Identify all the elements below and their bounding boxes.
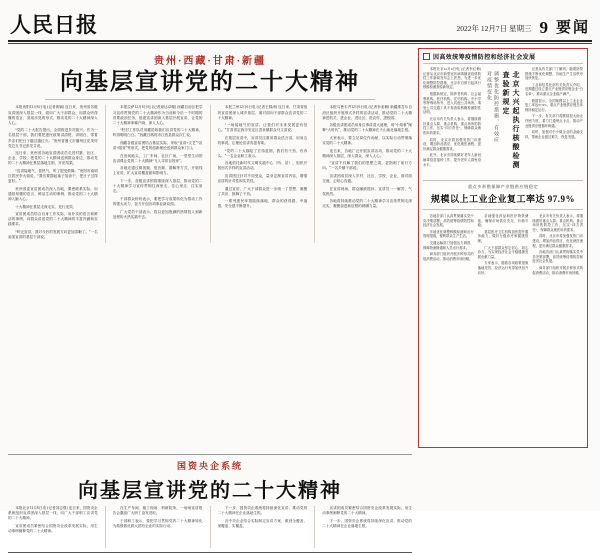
paragraph: 连日来，贵州省各地宣讲团成员走进村寨、社区、企业、学校，把党的二十大精神送到群众身边，推动党的二十大精神在基层落地生根、开花结果。 [8, 151, 98, 166]
newspaper-logo: 人民日报 [10, 13, 98, 37]
package-top-columns [423, 67, 583, 177]
paragraph: 一系列惠民举措陆续落地，群众的获得感、幸福感、安全感不断提升。 [217, 199, 308, 209]
paragraph: 在田间地头、工厂车间、社区广场，一堂堂生动的宣讲课让党的二十大精神“飞入寻常百姓家”。 [112, 153, 203, 163]
paragraph: 宣讲团成员紧密结合国资央企改革发展实际，用生动事例阐释党的二十大精神。 [322, 506, 412, 516]
lead-columns [8, 105, 412, 242]
paragraph: 本报北京12月6日电 (记者李红梅) 记者从北京市新型冠状病毒肺炎疫情防控工作新闻发布会上获悉，为进一步优化调整防控措施，北京市自即日起执行核酸检测查验新规定。 [423, 67, 481, 90]
bottom-article [8, 454, 412, 553]
paragraph: 基层医疗卫生机构加快提升服务能力，做好分级诊疗和健康管理。 [477, 229, 529, 244]
paragraph: 同时，北京市将加强发热门诊建设，增加药品供应，优化就医流程，更好满足群众健康需求。 [423, 137, 481, 151]
paragraph: 各地各部门认真贯彻落实党中央决策部署，高效统筹疫情防控和经济社会发展。 [532, 250, 584, 264]
paragraph: 此外，北京市持续做好老年人新冠病毒疫苗接种工作，提升老年人群免疫水平。 [423, 153, 481, 167]
package-header-text: 因高效统筹疫情防控和经济社会发展 [433, 55, 536, 61]
paragraph: 工业和信息化部有关负责人介绍，近期通过设立重点产业链供应链企业“白名单”，推动重点企业稳产满产。 [525, 82, 583, 97]
column-separator [210, 506, 211, 548]
paragraph: 本报北京12月6日电 (记者刘志强) 连日来，国资央企系统组织宣讲团深入基层一线，向广大干部职工宣讲党的二十大精神。 [8, 506, 98, 521]
paragraph: 西藏各级宣讲团结合基层实际，采取“宣讲+文艺”“宣讲+服务”等形式，把党的创新理论送到群众家门口。 [112, 141, 203, 151]
lead-column-2 [113, 105, 203, 242]
issue-date: 2022年 12月7日 星期三 [456, 24, 532, 33]
paragraph: 本报拉萨12月6日电 (记者琼达卓嘎) 西藏自治区把学习宣传贯彻党的二十大精神作为当前和今后一个时期的首要政治任务，组建宣讲团深入基层开展宣讲，让党的二十大精神家喻户晓、深入人心。 [112, 105, 203, 125]
paragraph: 下一步，有关部门将继续加大助企纾困力度，着力打通堵点卡点，推动产业链供应链循环畅通。 [525, 114, 583, 128]
paragraph: “党的二十大报告提出，全面推进乡村振兴。作为一名基层干部，我们要把惠民政策讲清楚、讲明白，带着乡亲们把日子越过越红火。”贵州省遵义市播州区花茂村党总支书记彭龙芬说。 [8, 128, 98, 148]
column-separator [314, 105, 315, 242]
column-separator [105, 105, 106, 242]
paragraph: 十大精神在基层走深走实、见行见效。 [15, 204, 77, 209]
headline-underline [45, 99, 375, 100]
paragraph: 宣讲团成员紧密结合国资央企改革发展实际，用生动事例阐释党的二十大精神。 [8, 523, 98, 533]
paragraph: 通过宣讲，广大干部群众进一步统一了思想、凝聚了共识、鼓舞了干劲。 [217, 186, 308, 196]
paragraph: 同时，北京市将加强发热门诊建设，增加药品供应，优化就医流程，更好满足群众健康需求。 [532, 234, 584, 248]
section-name: 要闻 [555, 20, 590, 36]
paragraph: 各地各部门认真贯彻落实党中央决策部署，高效统筹疫情防控和经济社会发展。 [423, 214, 474, 228]
paragraph: 记者从有关部门了解到，随着防控措施不断优化调整，各地生产生活秩序加快恢复。 [525, 67, 583, 81]
paragraph: 数据显示，全国规模以上工业企业复工率达97.9%，重点产业链供应链总体保持稳定运行。 [525, 98, 583, 112]
package-banner-headline: 规模以上工业企业复工率达 97.9% [430, 194, 575, 204]
package-banner-subtitle: 重点多举措保障产业链供应链稳定 [467, 184, 539, 189]
bottom-column-3 [218, 506, 308, 548]
package-bottom-columns [423, 214, 583, 277]
bottom-column-2 [113, 506, 203, 548]
package-column-2 [525, 67, 583, 177]
bottom-column-4 [322, 506, 412, 548]
paragraph: 本报贵阳12月6日电 (记者黄娴) 连日来，贵州省各级宣讲团深入基层一线，面向广大干部群众，用群众听得懂的语言、喜闻乐见的形式，推动党的二十大精神深入人心。 [8, 105, 98, 125]
column-separator [314, 506, 315, 548]
paragraph: 交通运输部门加强运力调度，保障物流畅通和人员出行需求。 [423, 241, 474, 250]
square-bullet-icon [423, 53, 430, 60]
paragraph: “驻村工作队员用藏语给我们宣讲党的二十大精神，听得明明白白。”西藏日喀则市江孜县群众次仁说。 [112, 128, 203, 138]
paragraph: 同时，加强对中小微企业的金融支持，帮助企业渡过难关、恢复发展。 [525, 130, 583, 139]
column-separator [210, 105, 211, 242]
page-body [8, 48, 592, 448]
masthead [8, 4, 592, 38]
package-column-3 [423, 214, 474, 277]
paragraph: 北京市有关负责人表示，将继续做好重点人群、重点机构、重点场所的防控工作，压实“四方责任”，保障群众就医用药需求。 [423, 117, 481, 135]
paragraph: 各地还通过微视频、短音频、图解等方式，开展线上宣讲，扩大宣讲覆盖面和影响力。 [112, 166, 203, 176]
right-package [418, 48, 588, 448]
lead-column-3 [218, 105, 308, 242]
paragraph: 本报乌鲁木齐12月6日电 (记者李亚楠) 新疆维吾尔自治区组织开展形式多样的宣讲活动，推动党的二十大精神进机关、进企业、进社区、进农村、进校园。 [322, 105, 412, 120]
paragraph: 商务部门组织开展多种形式的促消费活动，推动消费市场回暖。 [423, 252, 474, 261]
paragraph: 宣讲团成员结合自身工作实际，用朴实的语言和鲜活的事例，向群众讲述党的二十大精神的丰富内涵和实践要求。 [8, 212, 98, 227]
paragraph: 在宣讲现场，群众踊跃提问，宣讲员一一解答，气氛热烈。 [322, 186, 412, 196]
lead-article [8, 48, 412, 448]
package-vertical-title: 北京大兴起执行核酸检测查验新规定 [502, 71, 520, 170]
paragraph: “宣讲不仅解了我们的思想之渴，更指明了前行方向。”一名乡镇干部说。 [322, 161, 412, 171]
paragraph: 各地将持续推动党的二十大精神学习宣传贯彻走深走实，凝聚奋进新征程的磅礴力量。 [322, 199, 412, 209]
paragraph: 各级宣讲团成员用身边事讲清大道理，用“小故事”阐释“大时代”，推动党的二十大精神在天山南北落地生根。 [322, 123, 412, 133]
paragraph: 专家表示，随着各项政策措施落地见效，经济运行有望加快回升向好。 [477, 261, 529, 275]
bottom-columns [8, 506, 412, 548]
paragraph: 干部群众纷纷表示，要把学习成果转化为推动工作的强大动力，奋力开创各项事业新局面。 [112, 196, 203, 206]
paragraph: 本报兰州12月6日电 (记者王锦涛) 连日来，甘肃省组织宣讲团深入城乡基层，面对面向干部群众宣讲党的二十大精神。 [217, 105, 308, 120]
paragraph: 大家表示，要立足岗位作贡献，以实际行动贯彻落实党的二十大精神。 [322, 135, 412, 145]
paragraph: “听完宣讲，我对今后的发展方向更加清晰了。”一名参加宣讲的基层干部说。 [8, 229, 98, 239]
paragraph: “党的二十大描绘了宏伟蓝图，我们有干劲、有奔头。”一名企业职工表示。 [217, 148, 308, 158]
package-column-4 [478, 214, 529, 277]
bottom-kicker: 国资央企系统 [176, 461, 243, 471]
paragraph: 宣讲团还针对不同受众，量身定制宣讲内容，增强宣讲的针对性和实效性。 [217, 173, 308, 184]
bottom-headline: 向基层宣讲党的二十大精神 [78, 480, 342, 502]
paragraph: 宣讲团成员深入乡村、社区、学校、企业，面对面交流，心贴心沟通。 [322, 173, 412, 184]
paragraph: 在基层宣讲中，宣讲员注重用群众语言讲，用身边故事说，让理论宣讲有滋有味。 [217, 135, 308, 145]
paragraph: 各中央企业结合实际制定宣讲方案，做到全覆盖、深覆盖、实覆盖。 [217, 518, 308, 528]
paragraph: 各地依托新时代文明实践中心（所、站），组织开展形式多样的宣讲活动。 [217, 161, 308, 171]
package-vertical-subtitle: 调整优化防控措施，有效应对疫情变化 [486, 71, 498, 143]
paragraph: 多地优化调整核酸检测和出行管理措施，便利群众生产生活。 [423, 229, 474, 239]
page-number: 9 [539, 18, 548, 37]
paragraph: “一场接地气的宣讲，让我们对未来发展更有信心。”甘肃省定西市安定区香泉镇群众马文清说。 [217, 123, 308, 133]
package-column-5 [532, 214, 583, 277]
masthead-right [456, 19, 590, 38]
package-banner [423, 180, 583, 210]
paragraph: 商务部门组织开展多种形式的促消费活动，推动消费市场回暖。 [532, 266, 584, 275]
paragraph: 下一步，各级宣讲团将继续深入基层，推动党的二十大精神学习宣传贯彻往深里走、往心里走、往实里走。 [112, 179, 203, 194]
paragraph: 在生产车间、施工现场、科研院所，一场场宣讲报告会激励广大职工奋发进取。 [112, 506, 203, 516]
paragraph: 北京市有关负责人表示，将继续做好重点人群、重点机构、重点场所的防控工作，压实“四方责任”，保障群众就医用药需求。 [532, 214, 584, 232]
bottom-column-1 [8, 506, 98, 548]
package-header [423, 52, 583, 64]
paragraph: 各地强化药品和医疗物资储备，确保市场供应充足、价格平稳。 [477, 214, 529, 228]
paragraph: 贵州省委宣讲团成员深入各地，紧密联系实际，用通俗易懂的语言、鲜活生动的事例，推动党的二十大精神入脑入心。 [8, 186, 98, 201]
paragraph: 广大干部群众坚定信心、同心协力，为实现经济社会平稳健康发展贡献力量。 [477, 245, 529, 259]
masthead-rule-thin [8, 43, 592, 44]
paragraph: 广大党员干部表示，将以更加饱满的热情投入到新征程的火热实践中去。 [112, 209, 203, 219]
paragraph: 连日来，各地广泛开展宣讲活动，推动党的二十大精神深入基层、深入群众、深入人心。 [322, 148, 412, 158]
column-separator [105, 506, 106, 548]
lead-column-4 [322, 105, 412, 242]
lead-kicker: 贵州·西藏·甘肃·新疆 [153, 56, 266, 67]
lead-headline: 向基层宣讲党的二十大精神 [60, 69, 360, 94]
masthead-rule-thick [8, 40, 592, 42]
paragraph: 下一步，国资央企系统将持续深化宣讲，推动党的二十大精神在企业落地生根。 [217, 506, 308, 516]
paragraph: “宣讲接地气、冒热气，听了很受鼓舞。”贵阳市南明区居民李大姐说，“我们要撸起袖子加油干，把日子过得更好。” [8, 168, 98, 184]
package-vertical-titles [485, 67, 521, 177]
lead-column-1 [8, 105, 98, 242]
paragraph: 下一步，国资央企系统将持续深化宣讲，推动党的二十大精神在企业落地生根。 [322, 518, 412, 528]
paragraph: 干部职工表示，要把学习贯彻党的二十大精神转化为做强做优做大国有企业的实际行动。 [112, 518, 203, 528]
paragraph: 根据新规定，除养老机构、社会福利机构、医疗机构、托幼机构、中小学等特殊场所外，进入其他公共场所、乘坐公共交通工具不再查验核酸检测阴性证明。 [423, 92, 481, 115]
package-column-1 [423, 67, 481, 177]
